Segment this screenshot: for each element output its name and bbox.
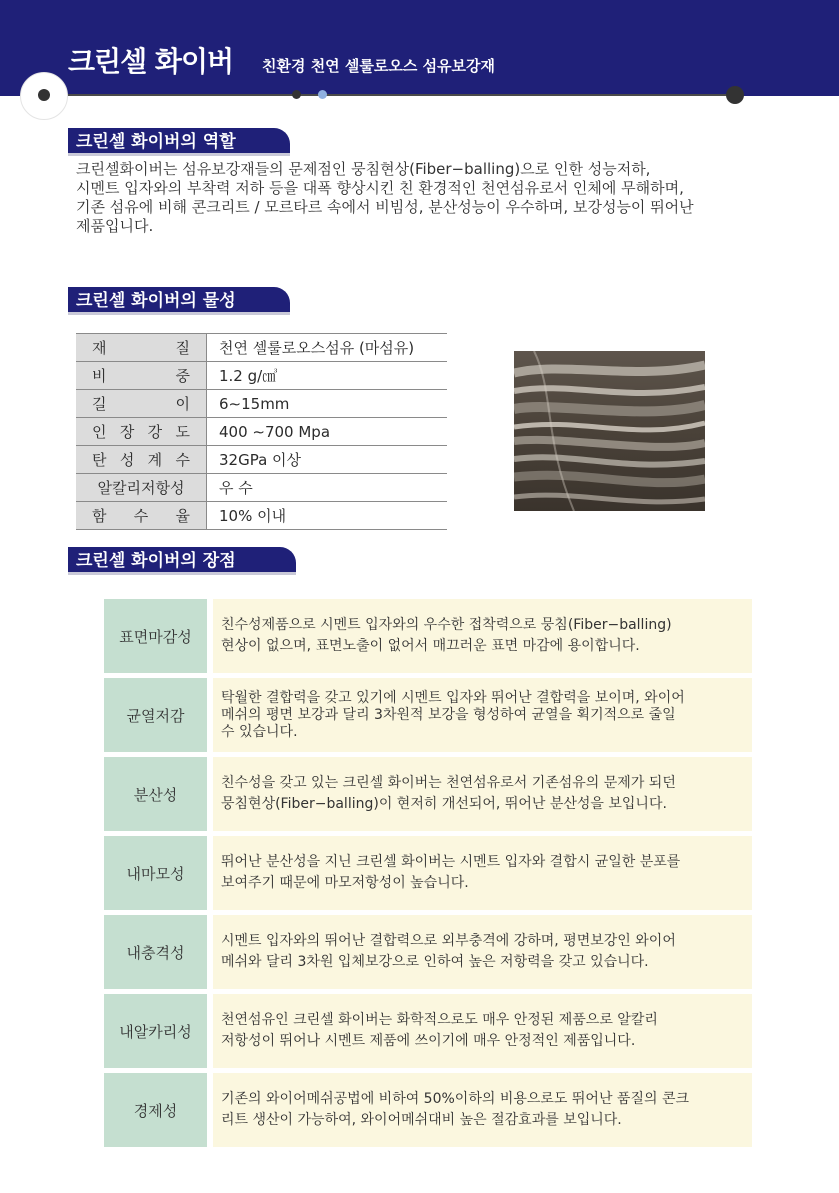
advantage-description [213,599,752,673]
header-banner [0,0,839,96]
advantage-key: 내충격성 [104,915,207,989]
decorative-dot [292,90,301,99]
page-subtitle: 친환경 천연 셀룰로오스 섬유보강재 [262,57,496,75]
intro-line: 크린셀화이버는 섬유보강재들의 문제점인 뭉침현상(Fiber−balling)으로 인한 성능저하, [76,160,651,178]
property-key [76,418,207,446]
advantage-line: 현상이 없으며, 표면노출이 없어서 매끄러운 표면 마감에 용이합니다. [221,638,640,654]
header-divider [38,94,738,96]
property-value: 6∼15mm [207,390,448,418]
intro-paragraph [76,160,796,236]
advantage-line: 탁월한 결합력을 갖고 있기에 시멘트 입자와 뛰어난 결합력을 보이며, 와이어 [221,689,685,706]
properties-table [76,333,447,530]
intro-line: 기존 섬유에 비해 콘크리트 / 모르타르 속에서 비빔성, 분산성능이 우수하며, 보강성능이 뛰어난 [76,198,694,216]
property-key-char: 중 [175,367,190,385]
advantage-line: 저항성이 뛰어나 시멘트 제품에 쓰이기에 매우 안정적인 제품입니다. [221,1033,636,1049]
advantage-key: 균열저감 [104,678,207,752]
advantage-key: 표면마감성 [104,599,207,673]
property-key [76,390,207,418]
advantage-row [104,599,752,673]
section-title-properties: 크린셀 화이버의 물성 [68,287,290,315]
advantage-key: 분산성 [104,757,207,831]
property-key [76,474,207,502]
section-title-advantages: 크린셀 화이버의 장점 [68,547,296,575]
property-row [76,418,447,446]
property-key [76,334,207,362]
fiber-image [514,351,705,511]
advantage-row [104,915,752,989]
advantage-description [213,757,752,831]
property-value: 우 수 [207,474,448,502]
advantage-row [104,1073,752,1147]
advantage-line: 친수성을 갖고 있는 크린셀 화이버는 천연섬유로서 기존섬유의 문제가 되던 [221,775,676,791]
advantage-description [213,994,752,1068]
advantage-description [213,678,752,752]
decorative-dot [318,90,327,99]
property-key-char: 수 [175,451,190,469]
property-key [76,502,207,530]
advantage-line: 보여주기 때문에 마모저항성이 높습니다. [221,875,469,891]
advantage-key: 경제성 [104,1073,207,1147]
advantage-row [104,836,752,910]
property-key [76,446,207,474]
property-row [76,390,447,418]
property-value: 10% 이내 [207,502,448,530]
property-row [76,474,447,502]
property-key-char: 계 [147,451,163,469]
intro-line: 제품입니다. [76,217,154,235]
advantage-line: 친수성제품으로 시멘트 입자와의 우수한 접착력으로 뭉침(Fiber−balling) [221,617,672,633]
property-key-char: 알칼리저항성 [97,479,185,497]
property-key [76,362,207,390]
property-row [76,502,447,530]
property-value: 1.2 g/㎤ [207,362,448,390]
advantage-description [213,836,752,910]
property-key-char: 길 [92,395,107,413]
property-row [76,334,447,362]
intro-line: 시멘트 입자와의 부착력 저하 등을 대폭 향상시킨 친 환경적인 천연섬유로서 인체에 무해하며, [76,179,684,197]
property-key-char: 비 [92,367,107,385]
advantage-line: 리트 생산이 가능하여, 와이어메쉬대비 높은 절감효과를 보입니다. [221,1112,622,1128]
advantage-line: 메쉬의 평면 보강과 달리 3차원적 보강을 형성하여 균열을 획기적으로 줄일 [221,706,676,723]
property-value: 32GPa 이상 [207,446,448,474]
advantage-line: 기존의 와이어메쉬공법에 비하여 50%이하의 비용으로도 뛰어난 품질의 콘크 [221,1091,689,1107]
advantage-row [104,757,752,831]
advantage-line: 뭉침현상(Fiber−balling)이 현저히 개선되어, 뛰어난 분산성을 보입니다. [221,796,667,812]
decorative-dot [726,86,744,104]
property-key-char: 성 [119,451,135,469]
property-key-char: 인 [92,423,107,441]
section-title-role: 크린셀 화이버의 역할 [68,128,290,156]
advantage-line: 뛰어난 분산성을 지닌 크린셀 화이버는 시멘트 입자와 결합시 균일한 분포를 [221,854,681,870]
property-key-char: 재 [92,339,107,357]
advantage-line: 시멘트 입자와의 뛰어난 결합력으로 외부충격에 강하며, 평면보강인 와이어 [221,933,676,949]
property-value: 400 ∼700 Mpa [207,418,448,446]
advantage-line: 천연섬유인 크린셀 화이버는 화학적으로도 매우 안정된 제품으로 알칼리 [221,1012,658,1028]
property-key-char: 수 [133,507,149,525]
property-key-char: 율 [175,507,190,525]
advantage-line: 수 있습니다. [221,723,298,740]
property-row [76,446,447,474]
property-key-char: 탄 [92,451,107,469]
advantage-key: 내마모성 [104,836,207,910]
property-key-char: 강 [147,423,163,441]
property-key-char: 질 [175,339,190,357]
advantage-description [213,1073,752,1147]
advantage-key: 내알카리성 [104,994,207,1068]
property-key-char: 이 [175,395,190,413]
advantage-description [213,915,752,989]
advantage-row [104,678,752,752]
decorative-dot [38,89,50,101]
property-key-char: 함 [92,507,107,525]
page-title: 크린셀 화이버 [68,45,234,78]
advantage-line: 메쉬와 달리 3차원 입체보강으로 인하여 높은 저항력을 갖고 있습니다. [221,954,649,970]
fiber-photo [514,351,705,511]
property-key-char: 도 [175,423,190,441]
property-key-char: 장 [119,423,135,441]
property-value: 천연 셀룰로오스섬유 (마섬유) [207,334,448,362]
advantage-row [104,994,752,1068]
property-row [76,362,447,390]
